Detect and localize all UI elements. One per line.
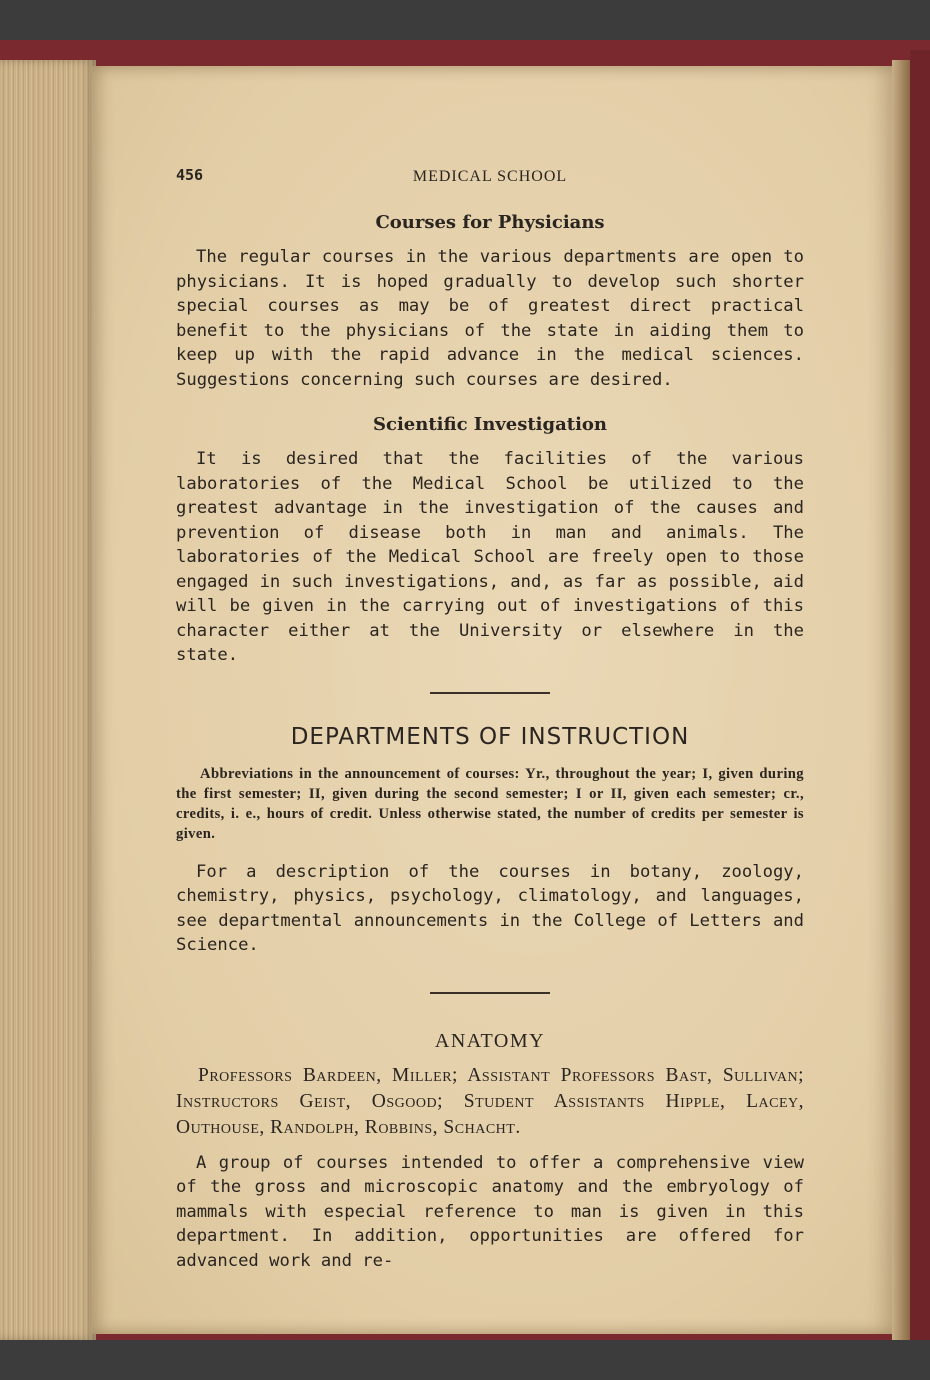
physicians-paragraph: The regular courses in the various departments are open to physicians. It is hoped gradually to develop such shorter special courses as may be of greatest direct practical benefit to the physicians of the state in aiding them to keep up with the rapid advance in the medical sciences. Suggestions concerning such courses are desired. — [176, 247, 804, 390]
departments-heading: DEPARTMENTS OF INSTRUCTION — [290, 723, 690, 750]
investigation-heading: Scientific Investigation — [373, 414, 607, 435]
running-head — [176, 160, 804, 190]
cover-edge — [910, 50, 930, 1340]
section-divider — [430, 692, 550, 694]
anatomy-heading: ANATOMY — [434, 1029, 546, 1052]
section-divider — [430, 992, 550, 994]
investigation-paragraph: It is desired that the facilities of the various laboratories of the Medical School be utilized to the greatest advantage in the investigation of the causes and prevention of disease both in man and animals. The laboratories of the Medical School are freely open to those engaged in such investigations, and, as far as possible, aid will be given in the carrying out of investigations of this character either at the University or elsewhere in the state. — [176, 449, 804, 665]
departments-paragraph: For a description of the courses in botany, zoology, chemistry, physics, psychology, climatology, and languages, see departmental announcements in the College of Letters and Science. — [176, 861, 804, 955]
page-number: 456 — [176, 166, 204, 184]
anatomy-staff: Professors Bardeen, Miller; Assistant Professors Bast, Sullivan; Instructors Geist, Osgood; Student Assistants Hipple, Lacey, Outhouse, Randolph, Robbins, Schacht. — [176, 1064, 804, 1138]
page-gutter — [892, 60, 910, 1340]
page-edges — [0, 60, 96, 1340]
page-content — [176, 160, 804, 1273]
anatomy-paragraph: A group of courses intended to offer a comprehensive view of the gross and microscopic anatomy and the embryology of mammals with especial reference to man is given in this department. In addition, opportunities are offered for advanced work and re- — [176, 1152, 804, 1271]
physicians-heading: Courses for Physicians — [375, 212, 605, 233]
abbreviations-note: Abbreviations in the announcement of courses: Yr., throughout the year; I, given during the first semester; II, given during the second semester; I or II, given each semester; cr., credits, i. e., hours of credit. Unless otherwise stated, the number of credits per semester is given. — [176, 765, 804, 842]
running-title: MEDICAL SCHOOL — [412, 168, 568, 185]
